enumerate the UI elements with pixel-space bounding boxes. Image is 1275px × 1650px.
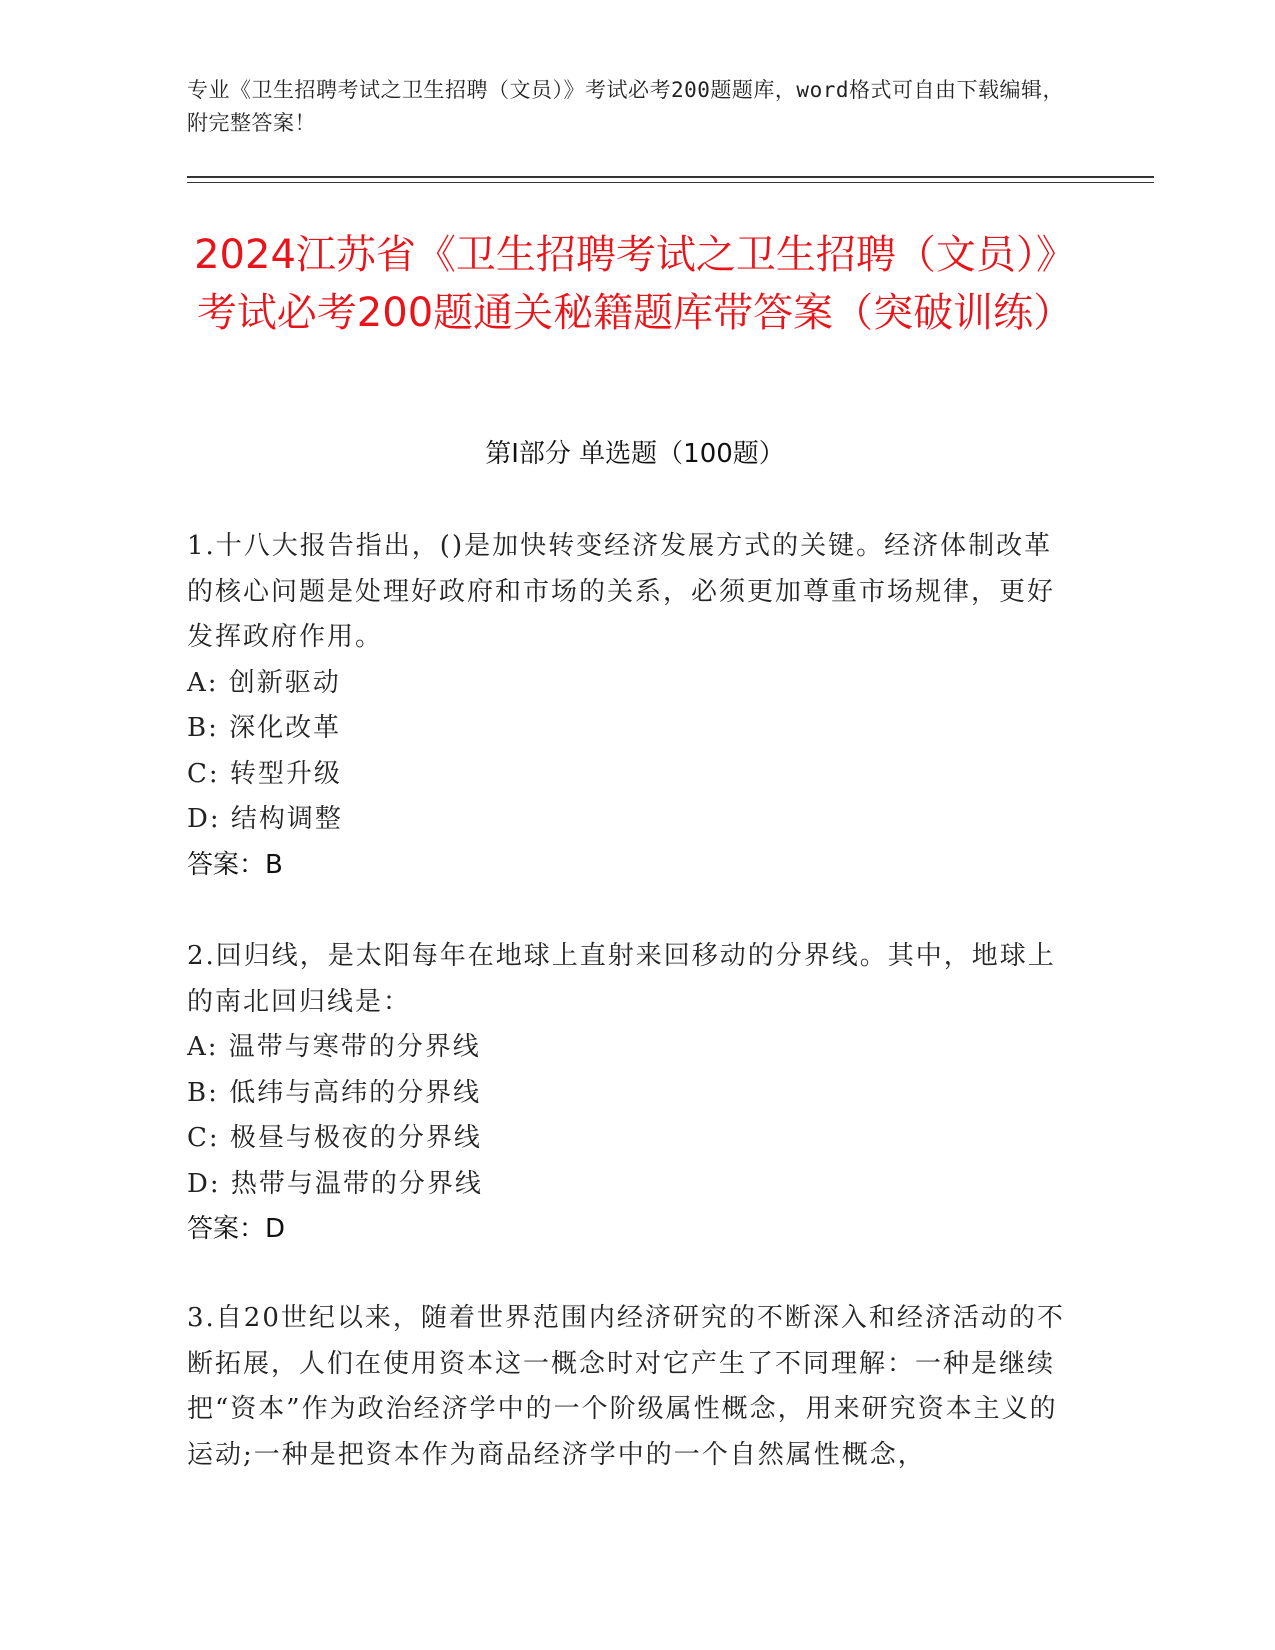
option-a: A: 创新驱动 — [187, 667, 341, 698]
option-a: A: 温带与寒带的分界线 — [187, 1032, 481, 1062]
question-2 — [187, 934, 1067, 1253]
option-b: B: 深化改革 — [187, 713, 342, 743]
answer-line: 答案：D — [187, 1214, 286, 1244]
question-stem: 3.自20世纪以来，随着世界范围内经济研究的不断深入和经济活动的不断拓展，人们在使用资本这一概念时对它产生了不同理解：一种是继续把“资本”作为政治经济学中的一个阶级属性概念，用来研究资本主义的运动;一种是把资本作为商品经济学中的一个自然属性概念， — [187, 1303, 1065, 1470]
option-c: C: 极昼与极夜的分界线 — [187, 1123, 482, 1153]
document-title: 2024江苏省《卫生招聘考试之卫生招聘（文员）》考试必考200题通关秘籍题库带答案（突破训练） — [194, 232, 1076, 336]
question-1 — [187, 524, 1067, 888]
option-c: C: 转型升级 — [187, 758, 342, 789]
question-stem: 1.十八大报告指出，()是加快转变经济发展方式的关键。经济体制改革的核心问题是处理好政府和市场的关系，必须更加尊重市场规律，更好发挥政府作用。 — [187, 531, 1056, 652]
header-divider-thin — [187, 182, 1154, 183]
question-3 — [187, 1296, 1067, 1478]
option-b: B: 低纬与高纬的分界线 — [187, 1077, 482, 1108]
option-d: D: 热带与温带的分界线 — [187, 1168, 483, 1199]
header-note: 专业《卫生招聘考试之卫生招聘（文员）》考试必考200题题库，word格式可自由下载编辑，附完整答案！ — [187, 78, 1064, 135]
option-d: D: 结构调整 — [187, 804, 343, 834]
answer-line: 答案：B — [187, 849, 283, 880]
question-stem: 2.回归线，是太阳每年在地球上直射来回移动的分界线。其中，地球上的南北回归线是： — [187, 941, 1056, 1017]
header-divider-thick — [187, 176, 1154, 178]
section-title: 第I部分 单选题（100题） — [485, 439, 785, 469]
